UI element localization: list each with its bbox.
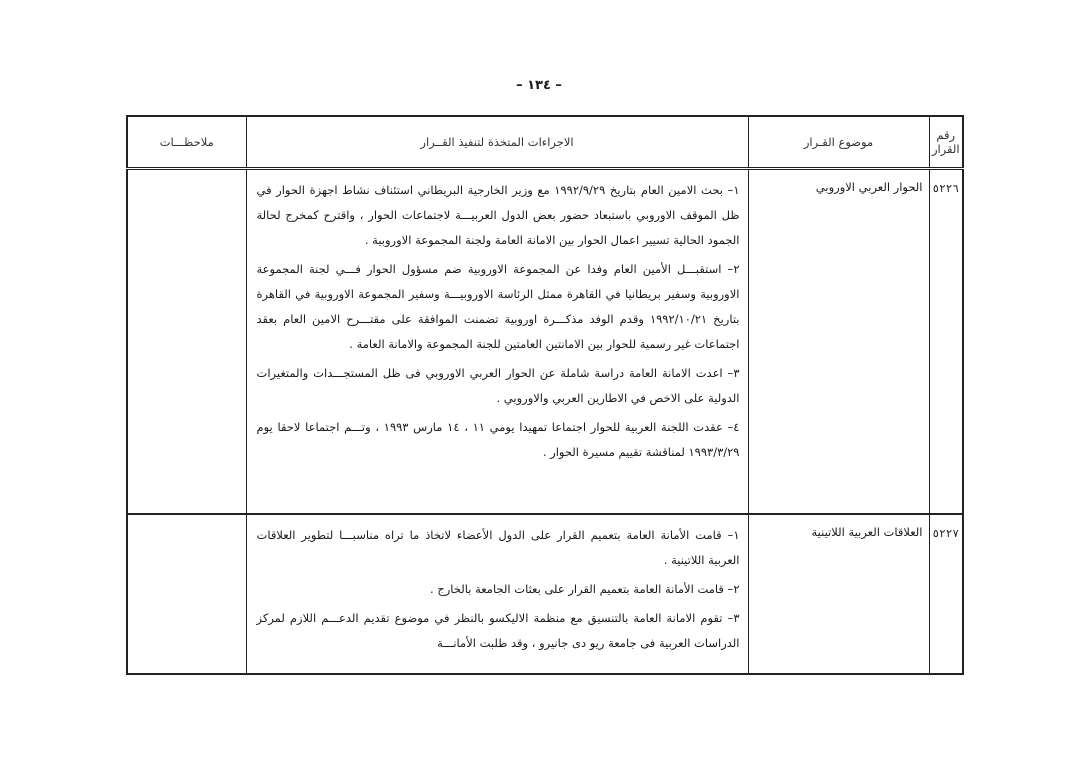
notes-cell: [127, 514, 246, 674]
table-row: [127, 514, 963, 674]
table-row: [127, 169, 963, 515]
decision-subject: العلاقات العربية اللاتينية: [748, 514, 929, 674]
procedures-cell: [246, 514, 748, 674]
decisions-table: [126, 115, 964, 675]
procedure-item: ٣– تقوم الامانة العامة بالتنسيق مع منظمة الاليكسو بالنظر في موضوع تقديم الدعـــم اللازم لمركز الدراسات العربية فى جامعة ريو دى جانيرو ، وقد طلبت الأمانـــة: [256, 611, 740, 650]
decision-subject: الحوار العربي الاوروبي: [748, 169, 929, 515]
procedure-item: ١– بحث الامين العام بتاريخ ١٩٩٢/٩/٢٩ مع وزير الخارجية البريطاني استئناف نشاط اجهزة الحوار في ظل الموقف الاوروبي باستبعاد حضور بعض الدول العربيـــة لاجتماعات الحوار ، واقترح كمخرج لحالة الجمود الحالية تسيير اعمال الحوار بين الامانة العامة ولجنة المجموعة الاوروبية .: [256, 183, 740, 247]
decision-number: ٥٢٢٦: [929, 169, 963, 515]
procedure-item: ١– قامت الأمانة العامة بتعميم القرار على الدول الأعضاء لاتخاذ ما تراه مناسبـــا لتطوير العلاقات العربية اللاتينية .: [256, 528, 740, 567]
procedure-item: ٣– اعدت الامانة العامة دراسة شاملة عن الحوار العربي الاوروبي فى ظل المستجـــدات والمتغيرات الدولية على الاخص في الاطارين العربي والاوروبي .: [256, 366, 740, 405]
decision-number: ٥٢٢٧: [929, 514, 963, 674]
notes-cell: [127, 169, 246, 515]
procedure-item: ٢– قامت الأمانة العامة بتعميم القرار على بعثات الجامعة بالخارج .: [430, 582, 740, 596]
page-number: – ١٣٤ –: [516, 78, 562, 93]
procedure-item: ٢– استقبـــل الأمين العام وفدا عن المجموعة الاوروبية ضم مسؤول الحوار فـــي لجنة المجموعة الاوروبية وسفير بريطانيا في القاهرة ممثل الرئاسة الاوروبيـــة وسفير المجموعة الاوروبية في القاهرة بتاريخ ١٩٩٢/١٠/٢١ وقدم الوفد مذكـــرة اوروبية تضمنت الموافقة على مقتـــرح الامين العام بعقد اجتماعات غير رسمية للحوار بين الامانتين العامتين للجنة المجموعة والامانة العامة .: [256, 262, 740, 351]
procedure-item: ٤– عقدت اللجنة العربية للحوار اجتماعا تمهيدا يومي ١١ ، ١٤ مارس ١٩٩٣ ، وتـــم اجتماعا لاحقا يوم ١٩٩٣/٣/٢٩ لمناقشة تقييم مسيرة الحوار .: [256, 420, 740, 459]
header-notes: ملاحظـــات: [127, 116, 246, 169]
procedures-cell: [246, 169, 748, 515]
header-decision-subject: موضوع القـرار: [748, 116, 929, 169]
header-row: [127, 116, 963, 169]
header-decision-number: رقم القرار: [929, 116, 963, 169]
header-procedures: الاجراءات المتخذة لتنفيذ القــرار: [246, 116, 748, 169]
